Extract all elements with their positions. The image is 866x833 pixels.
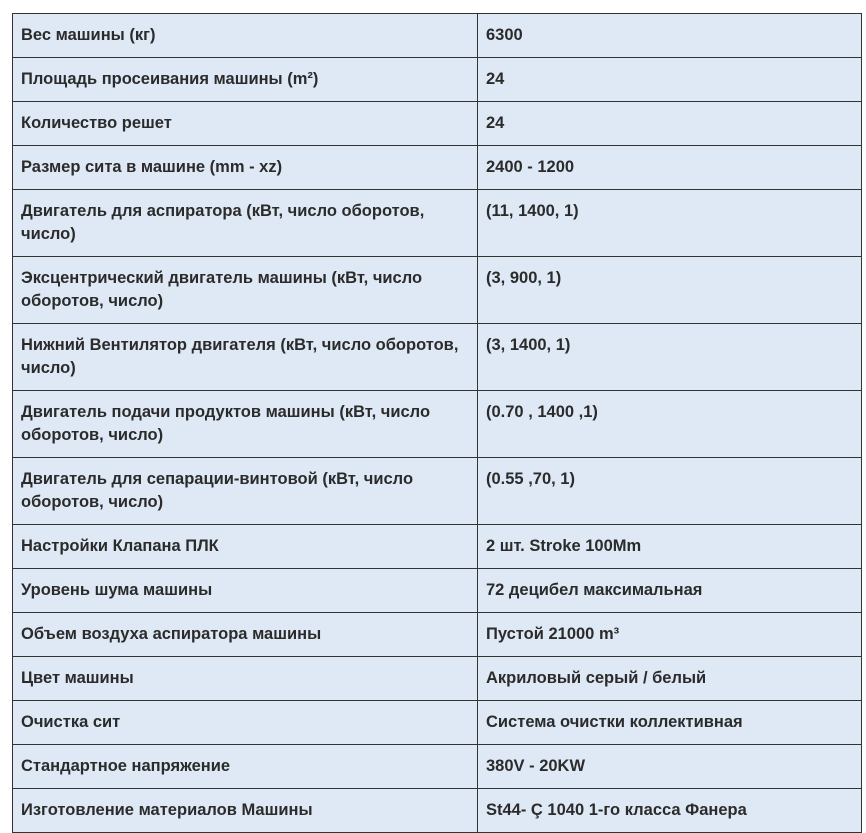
param-cell: Двигатель для аспиратора (кВт, число оборотов, число) [13,190,478,257]
table-row [13,657,862,701]
value-cell: Система очистки коллективная [478,701,862,745]
value-cell: (3, 900, 1) [478,257,862,324]
value-cell: St44- Ç 1040 1-го класса Фанера [478,789,862,833]
table-row [13,613,862,657]
value-cell: 72 децибел максимальная [478,569,862,613]
param-cell: Настройки Клапана ПЛК [13,525,478,569]
value-cell: (3, 1400, 1) [478,324,862,391]
param-cell: Нижний Вентилятор двигателя (кВт, число оборотов, число) [13,324,478,391]
value-cell: 24 [478,58,862,102]
table-row [13,569,862,613]
value-cell: 24 [478,102,862,146]
param-cell: Двигатель подачи продуктов машины (кВт, число оборотов, число) [13,391,478,458]
param-cell: Уровень шума машины [13,569,478,613]
param-cell: Изготовление материалов Машины [13,789,478,833]
table-row [13,525,862,569]
value-cell: 6300 [478,14,862,58]
param-cell: Объем воздуха аспиратора машины [13,613,478,657]
param-cell: Вес машины (кг) [13,14,478,58]
value-cell: Акриловый серый / белый [478,657,862,701]
spec-table-container [12,13,862,833]
param-cell: Цвет машины [13,657,478,701]
table-row [13,458,862,525]
table-row [13,102,862,146]
value-cell: 380V - 20KW [478,745,862,789]
table-row [13,257,862,324]
value-cell: (0.70 , 1400 ,1) [478,391,862,458]
param-cell: Стандартное напряжение [13,745,478,789]
table-row [13,58,862,102]
table-row [13,146,862,190]
table-row [13,324,862,391]
table-row [13,745,862,789]
param-cell: Количество решет [13,102,478,146]
value-cell: 2 шт. Stroke 100Mm [478,525,862,569]
param-cell: Очистка сит [13,701,478,745]
table-row [13,391,862,458]
table-row [13,190,862,257]
param-cell: Эксцентрический двигатель машины (кВт, число оборотов, число) [13,257,478,324]
value-cell: (0.55 ,70, 1) [478,458,862,525]
table-row [13,701,862,745]
value-cell: Пустой 21000 m³ [478,613,862,657]
param-cell: Двигатель для сепарации-винтовой (кВт, число оборотов, число) [13,458,478,525]
value-cell: 2400 - 1200 [478,146,862,190]
param-cell: Площадь просеивания машины (m²) [13,58,478,102]
table-row [13,14,862,58]
value-cell: (11, 1400, 1) [478,190,862,257]
param-cell: Размер сита в машине (mm - xz) [13,146,478,190]
spec-table [12,13,862,833]
